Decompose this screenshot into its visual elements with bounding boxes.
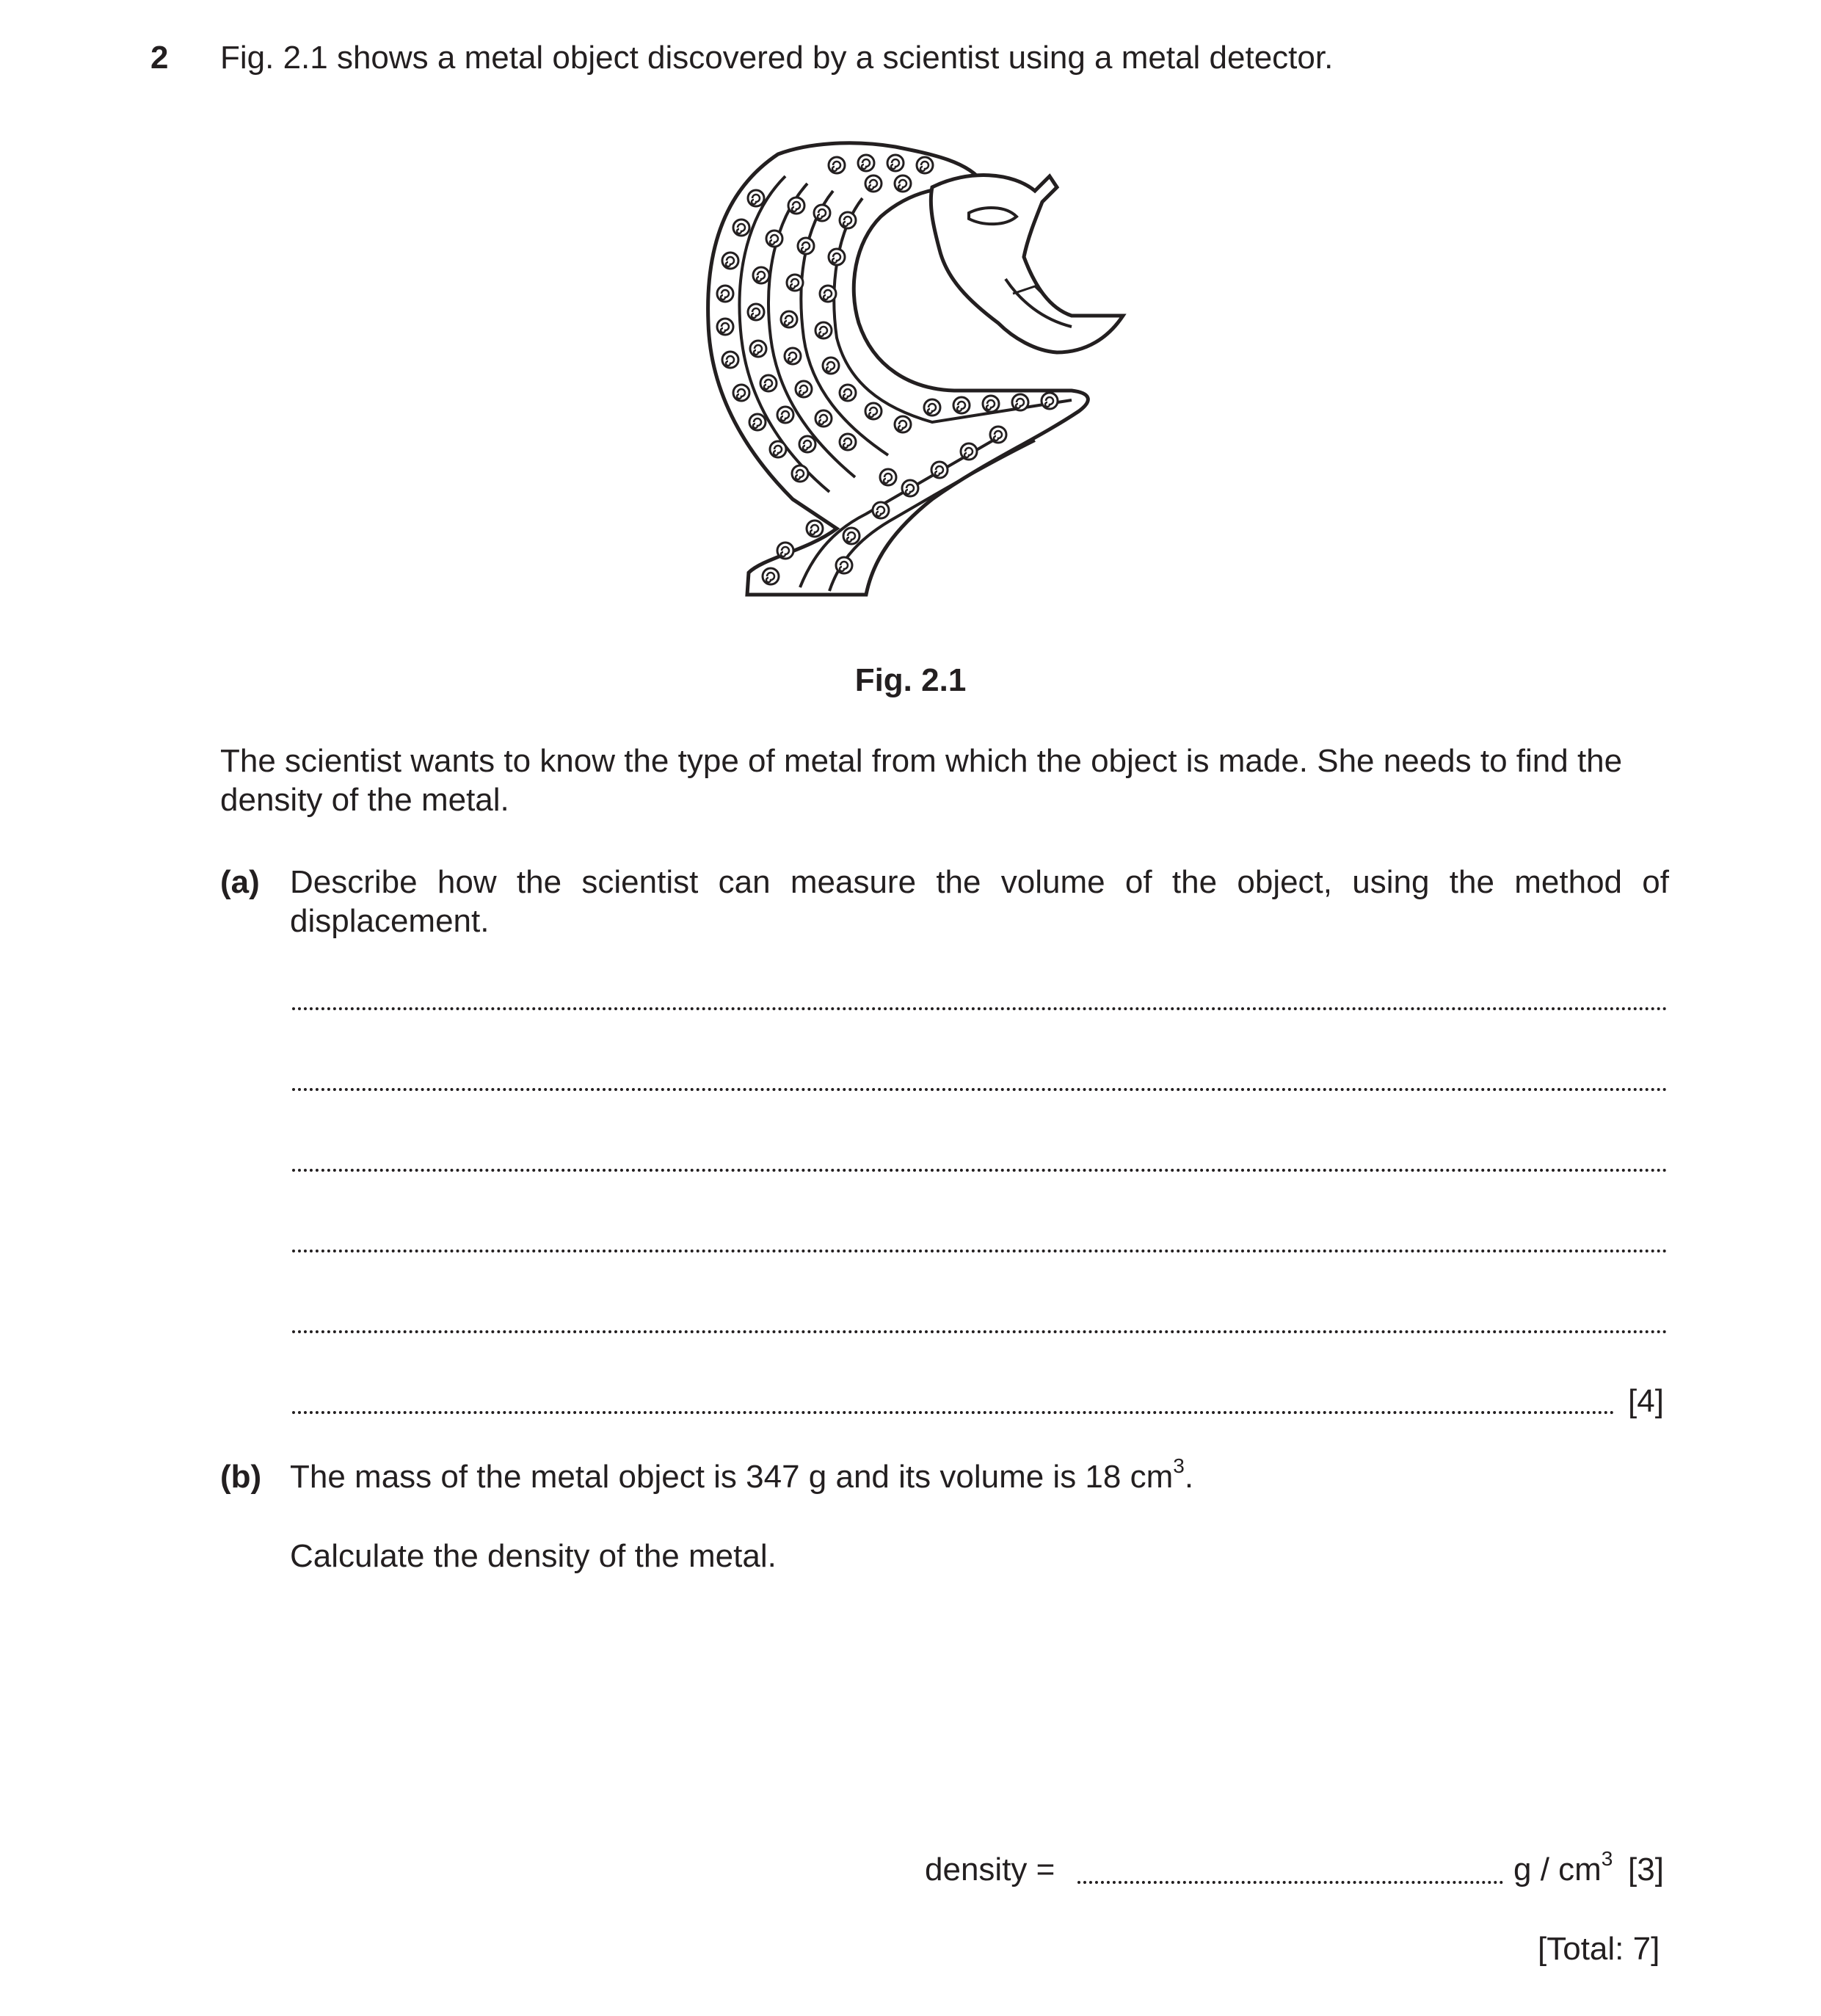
density-unit (1513, 1847, 1613, 1890)
question-number: 2 (150, 40, 169, 76)
answer-line[interactable] (292, 1330, 1668, 1333)
context-line-1: The scientist wants to know the type of metal from which the object is made. She needs to find the (220, 743, 1623, 779)
density-label: density = (925, 1852, 1055, 1888)
question-intro: Fig. 2.1 shows a metal object discovered by a scientist using a metal detector. (220, 40, 1334, 76)
part-a-marks: [4] (1628, 1383, 1664, 1419)
total-marks: [Total: 7] (1538, 1931, 1660, 1967)
answer-line[interactable] (292, 1169, 1668, 1172)
part-b-stem-exponent: 3 (1173, 1454, 1185, 1478)
part-b-instruction: Calculate the density of the metal. (290, 1538, 777, 1574)
context-line-2: density of the metal. (220, 782, 509, 818)
density-unit-text: g / cm (1513, 1852, 1602, 1888)
part-b-stem-period: . (1184, 1459, 1194, 1495)
part-b-stem-text: The mass of the metal object is 347 g and its volume is 18 cm (290, 1459, 1174, 1495)
density-answer-line[interactable] (1077, 1881, 1503, 1884)
metal-object-figure (690, 117, 1145, 617)
part-b-stem (290, 1454, 1194, 1497)
part-b-label: (b) (220, 1459, 262, 1495)
part-a-stem-line-2: displacement. (290, 903, 490, 939)
answer-line[interactable] (292, 1411, 1615, 1414)
answer-line[interactable] (292, 1088, 1668, 1091)
part-a-stem-line-1: Describe how the scientist can measure the volume of the object, using the method of (290, 864, 1669, 900)
part-a-label: (a) (220, 864, 260, 900)
part-b-marks: [3] (1628, 1852, 1664, 1888)
density-unit-exponent: 3 (1601, 1847, 1613, 1871)
answer-line[interactable] (292, 1250, 1668, 1252)
figure-caption: Fig. 2.1 (854, 662, 967, 698)
answer-line[interactable] (292, 1007, 1668, 1010)
